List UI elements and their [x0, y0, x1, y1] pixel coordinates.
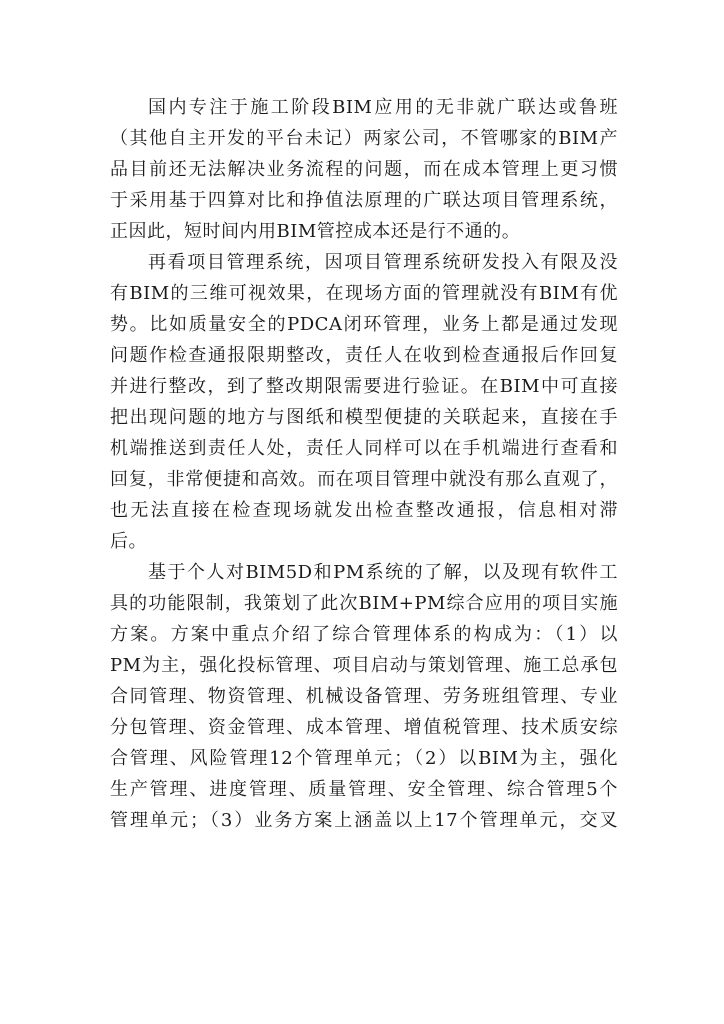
paragraph-2 [110, 247, 618, 557]
paragraph-line: 势。比如质量安全的PDCA闭环管理，业务上都是通过发现 [110, 314, 618, 335]
paragraph-line: 把出现问题的地方与图纸和模型便捷的关联起来，直接在手 [110, 407, 618, 428]
paragraph-line: 生产管理、进度管理、质量管理、安全管理、综合管理5个 [110, 779, 618, 800]
paragraph-line: 后。 [110, 531, 147, 552]
paragraph-line: 合同管理、物资管理、机械设备管理、劳务班组管理、专业 [110, 686, 618, 707]
paragraph-line: 合管理、风险管理12个管理单元；（2）以BIM为主，强化 [110, 748, 618, 769]
paragraph-line: 分包管理、资金管理、成本管理、增值税管理、技术质安综 [110, 717, 618, 738]
paragraph-line: 正因此，短时间内用BIM管控成本还是行不通的。 [110, 221, 521, 242]
paragraph-line: 于采用基于四算对比和挣值法原理的广联达项目管理系统， [110, 190, 618, 211]
paragraph-3 [110, 557, 618, 836]
document-page [110, 92, 618, 836]
paragraph-line: （其他自主开发的平台未记）两家公司，不管哪家的BIM产 [110, 128, 618, 149]
paragraph-line: 管理单元；（3）业务方案上涵盖以上17个管理单元，交叉 [110, 810, 618, 831]
paragraph-line: 回复，非常便捷和高效。而在项目管理中就没有那么直观了， [110, 469, 618, 490]
paragraph-line: PM为主，强化投标管理、项目启动与策划管理、施工总承包 [110, 655, 618, 676]
paragraph-line: 国内专注于施工阶段BIM应用的无非就广联达或鲁班 [148, 97, 618, 118]
paragraph-line: 有BIM的三维可视效果，在现场方面的管理就没有BIM有优 [110, 283, 618, 304]
paragraph-line: 基于个人对BIM5D和PM系统的了解，以及现有软件工 [148, 562, 618, 583]
paragraph-line: 再看项目管理系统，因项目管理系统研发投入有限及没 [148, 252, 618, 273]
paragraph-1 [110, 92, 618, 247]
paragraph-line: 具的功能限制，我策划了此次BIM+PM综合应用的项目实施 [110, 593, 618, 614]
paragraph-line: 也无法直接在检查现场就发出检查整改通报，信息相对滞 [110, 500, 618, 521]
paragraph-line: 品目前还无法解决业务流程的问题，而在成本管理上更习惯 [110, 159, 618, 180]
paragraph-line: 方案。方案中重点介绍了综合管理体系的构成为：（1）以 [110, 624, 618, 645]
paragraph-line: 问题作检查通报限期整改，责任人在收到检查通报后作回复 [110, 345, 618, 366]
paragraph-line: 并进行整改，到了整改期限需要进行验证。在BIM中可直接 [110, 376, 618, 397]
paragraph-line: 机端推送到责任人处，责任人同样可以在手机端进行查看和 [110, 438, 618, 459]
